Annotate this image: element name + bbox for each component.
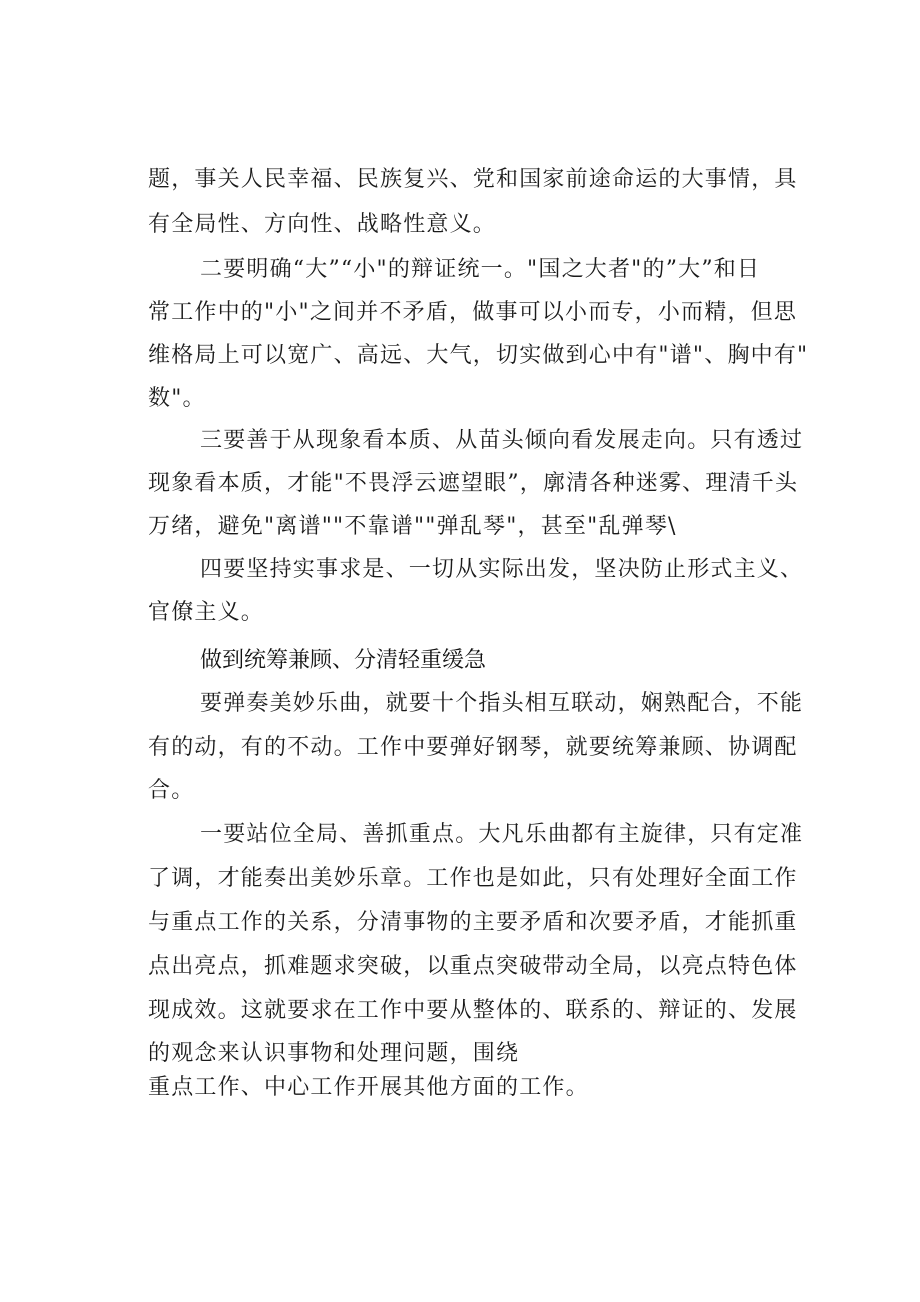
paragraph-5-line-3: 合。 bbox=[148, 778, 195, 803]
paragraph-6-line-2: 了调，才能奏出美妙乐章。工作也是如此，只有处理好全面工作 bbox=[148, 866, 798, 891]
paragraph-6-line-4: 点出亮点，抓难题求突破，以重点突破带动全局，以亮点特色体 bbox=[148, 954, 798, 979]
paragraph-6-line-5: 现成效。这就要求在工作中要从整体的、联系的、辩证的、发展 bbox=[148, 998, 798, 1023]
paragraph-5-line-2: 有的动，有的不动。工作中要弹好钢琴，就要统筹兼顾、协调配 bbox=[148, 735, 798, 760]
paragraph-6-line-6: 的观念来认识事物和处理问题，围绕 bbox=[148, 1041, 520, 1066]
paragraph-3-line-1: 三要善于从现象看本质、从苗头倾向看发展走向。只有透过 bbox=[200, 428, 804, 453]
paragraph-6-line-7: 重点工作、中心工作开展其他方面的工作。 bbox=[148, 1075, 589, 1100]
paragraph-1-line-2: 有全局性、方向性、战略性意义。 bbox=[148, 212, 497, 237]
section-heading: 做到统筹兼顾、分清轻重缓急 bbox=[200, 648, 487, 673]
paragraph-6-line-1: 一要站位全局、善抓重点。大凡乐曲都有主旋律，只有定准 bbox=[200, 822, 804, 847]
paragraph-2-line-4: 数"。 bbox=[148, 386, 206, 411]
paragraph-2-line-3: 维格局上可以宽广、高远、大气，切实做到心中有"谱"、胸中有" bbox=[148, 343, 809, 368]
paragraph-2-line-2: 常工作中的"小"之间并不矛盾，做事可以小而专，小而精，但思 bbox=[148, 300, 798, 325]
paragraph-5-line-1: 要弹奏美妙乐曲，就要十个指头相互联动，娴熟配合，不能 bbox=[200, 691, 804, 716]
paragraph-2-line-1: 二要明确“大”“小"的辩证统一。"国之大者"的”大”和日 bbox=[200, 257, 761, 282]
paragraph-3-line-3: 万绪，避免"离谱""不靠谱""弹乱琴"，甚至"乱弹琴\ bbox=[148, 514, 677, 539]
paragraph-1-line-1: 题，事关人民幸福、民族复兴、党和国家前途命运的大事情，具 bbox=[148, 167, 798, 192]
paragraph-6-line-3: 与重点工作的关系，分清事物的主要矛盾和次要矛盾，才能抓重 bbox=[148, 910, 798, 935]
paragraph-4-line-2: 官僚主义。 bbox=[148, 600, 265, 625]
paragraph-4-line-1: 四要坚持实事求是、一切从实际出发，坚决防止形式主义、 bbox=[200, 557, 804, 582]
paragraph-3-line-2: 现象看本质，才能"不畏浮云遮望眼”，廓清各种迷雾、理清千头 bbox=[148, 471, 799, 496]
